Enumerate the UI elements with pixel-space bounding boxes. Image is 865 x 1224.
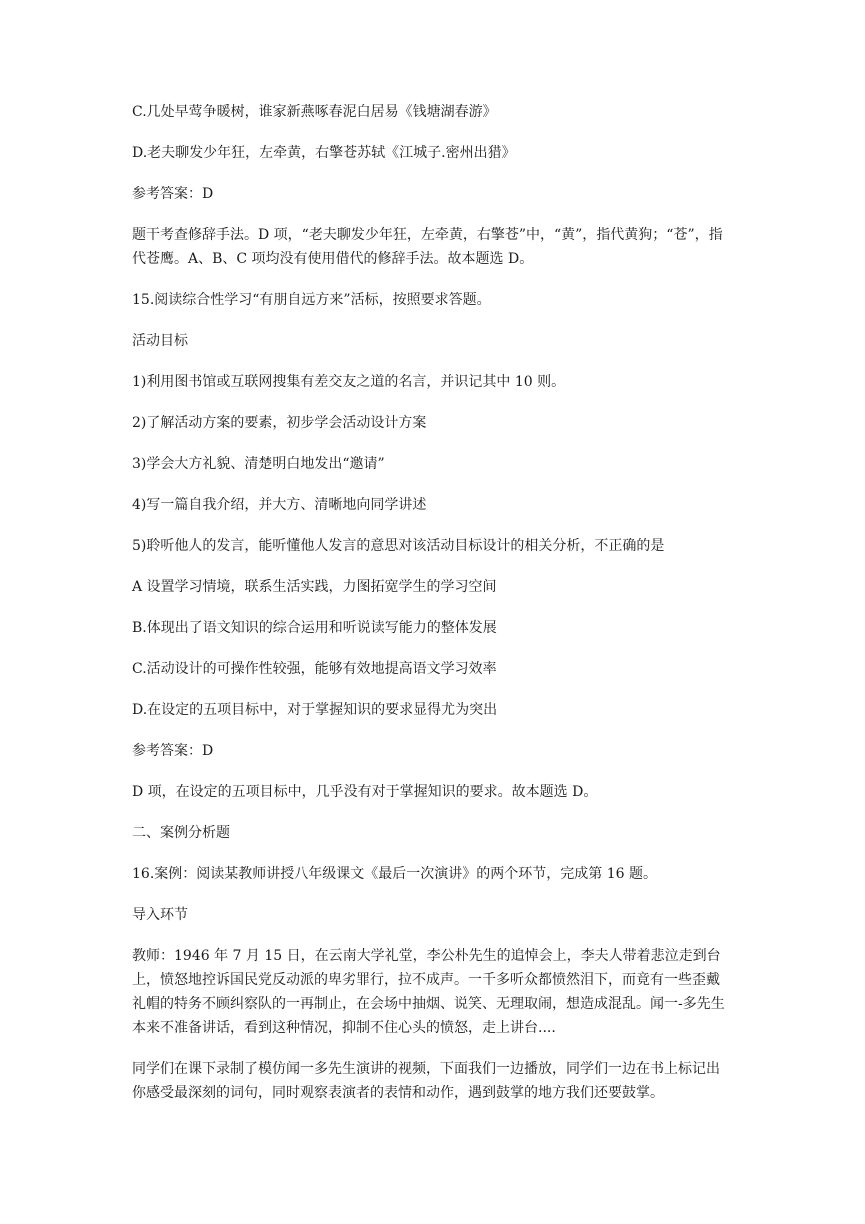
- answer-paragraph: 参考答案：D: [132, 186, 214, 202]
- option-d-paragraph-2: D.在设定的五项目标中，对于掌握知识的要求显得尤为突出: [132, 702, 498, 718]
- explanation-paragraph-2: D 项，在设定的五项目标中，几乎没有对于掌握知识的要求。故本题选 D。: [132, 784, 598, 800]
- section-heading-case-analysis: 二、案例分析题: [132, 825, 230, 841]
- teacher-paragraph: 教师：1946 年 7 月 15 日，在云南大学礼堂，李公朴先生的追悼会上，李夫人带着悲泣走到台上，愤怒地控诉国民党反动派的卑劣罪行，拉不成声。一千多听众都愤然泪下，而竟有一些歪戴礼帽的特务不顾纠察队的一再制止，在会场中抽烟、说笑、无理取闹，想造成混乱。闻一-多先生本来不准备讲话，看到这种情况，抑制不住心头的愤怒，走上讲台....: [132, 948, 725, 1036]
- section-heading-activity-goals: 活动目标: [132, 333, 188, 349]
- goal-5-paragraph: 5)聆听他人的发言，能听懂他人发言的意思对该活动目标设计的相关分析，不正确的是: [132, 538, 665, 554]
- option-c-paragraph-2: C.活动设计的可操作性较强，能够有效地提高语文学习效率: [132, 661, 497, 677]
- question-15-paragraph: 15.阅读综合性学习“有朋自远方来”活标，按照要求答题。: [132, 292, 491, 308]
- option-a-paragraph: A 设置学习情境，联系生活实践，力图拓宽学生的学习空间: [132, 579, 497, 595]
- option-b-paragraph: B.体现出了语文知识的综合运用和听说读写能力的整体发展: [132, 620, 497, 636]
- question-16-paragraph: 16.案例：阅读某教师讲授八年级课文《最后一次演讲》的两个环节，完成第 16 题。: [132, 866, 657, 882]
- answer-paragraph-2: 参考答案：D: [132, 743, 214, 759]
- option-d-paragraph: D.老夫聊发少年狂，左牵黄，右擎苍苏轼《江城子.密州出猎》: [132, 145, 516, 161]
- option-c-paragraph: C.几处早莺争暖树，谁家新燕啄春泥白居易《钱塘湖春游》: [132, 104, 497, 120]
- section-heading-introduction: 导入环节: [132, 907, 188, 923]
- explanation-paragraph: 题干考查修辞手法。D 项，“老夫聊发少年狂，左牵黄，右擎苍”中，“黄”，指代黄狗；“苍”，指代苍鹰。A、B、C 项均没有使用借代的修辞手法。故本题选 D。: [132, 227, 723, 267]
- goal-3-paragraph: 3)学会大方礼貌、清楚明白地发出“邀请”: [132, 456, 385, 472]
- goal-4-paragraph: 4)写一篇自我介绍，并大方、清晰地向同学讲述: [132, 497, 427, 513]
- goal-1-paragraph: 1)利用图书馆或互联网搜集有差交友之道的名言，并识记其中 10 则。: [132, 374, 566, 390]
- students-paragraph: 同学们在课下录制了模仿闻一多先生演讲的视频，下面我们一边播放，同学们一边在书上标记出你感受最深刻的词句，同时观察表演者的表情和动作，遇到鼓掌的地方我们还要鼓掌。: [132, 1061, 720, 1101]
- goal-2-paragraph: 2)了解活动方案的要素，初步学会活动设计方案: [132, 415, 427, 431]
- document-page: [132, 100, 732, 1122]
